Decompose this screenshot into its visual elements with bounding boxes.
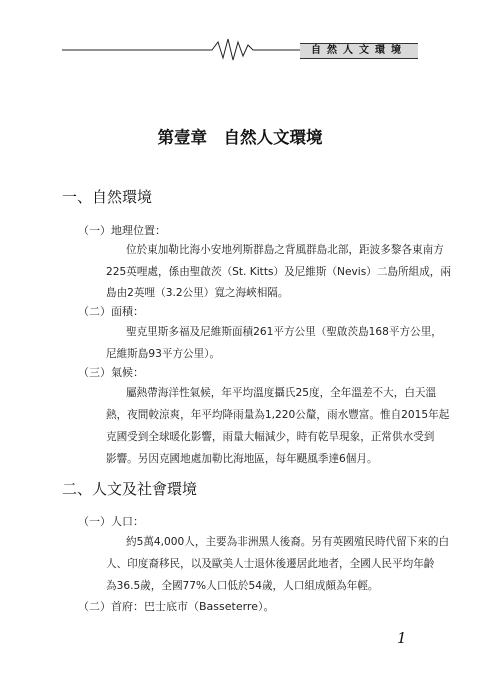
paragraph-line: 為36.5歲，全國77%人口低於54歲，人口組成頗為年輕。 (106, 580, 379, 592)
sub-heading-area: （二）面積： (78, 305, 144, 318)
section-title-society: 二、人文及社會環境 (62, 480, 198, 498)
paragraph-line: 克國受到全球暖化影響，雨量大幅減少，時有乾旱現象，正常供水受到 (106, 431, 435, 443)
paragraph-line: 熱，夜間較涼爽，年平均降雨量為1,220公釐，雨水豐富。惟自2015年起 (106, 409, 450, 421)
paragraph-line: 屬熱帶海洋性氣候，年平均溫度攝氏25度，全年溫差不大，白天溫 (126, 387, 437, 399)
sub-heading-population: （一）人口： (78, 515, 144, 528)
paragraph-line: 人、印度裔移民，以及歐美人士退休後遷居此地者，全國人民平均年齡 (106, 558, 435, 570)
header-title-box (300, 43, 418, 59)
running-header (62, 34, 418, 64)
paragraph-line: 島由2英哩（3.2公里）寬之海峽相隔。 (106, 287, 289, 299)
paragraph-line: 225英哩處，係由聖啟茨（St. Kitts）及尼維斯（Nevis）二島所組成，兩 (106, 266, 451, 278)
header-title: 自然人文環境 (311, 45, 407, 56)
sub-heading-capital: （二）首府：巴士底市（Basseterre）。 (78, 600, 275, 613)
section-title-natural: 一、自然環境 (62, 188, 153, 206)
chapter-title: 第壹章 自然人文環境 (157, 128, 323, 147)
paragraph-line: 聖克里斯多福及尼維斯面積261平方公里（聖啟茨島168平方公里， (126, 326, 442, 338)
page-number: 1 (397, 629, 407, 647)
paragraph-line: 約5萬4,000人，主要為非洲黑人後裔。另有英國殖民時代留下來的白 (126, 536, 450, 548)
paragraph-line: 尼維斯島93平方公里）。 (106, 348, 221, 360)
sub-heading-climate: （三）氣候： (78, 366, 144, 379)
paragraph-line: 位於東加勒比海小安地列斯群島之背風群島北部，距波多黎各東南方 (126, 244, 444, 256)
paragraph-line: 影響。另因克國地處加勒比海地區，每年颶風季達6個月。 (106, 453, 378, 465)
sub-heading-location: （一）地理位置： (78, 224, 166, 237)
